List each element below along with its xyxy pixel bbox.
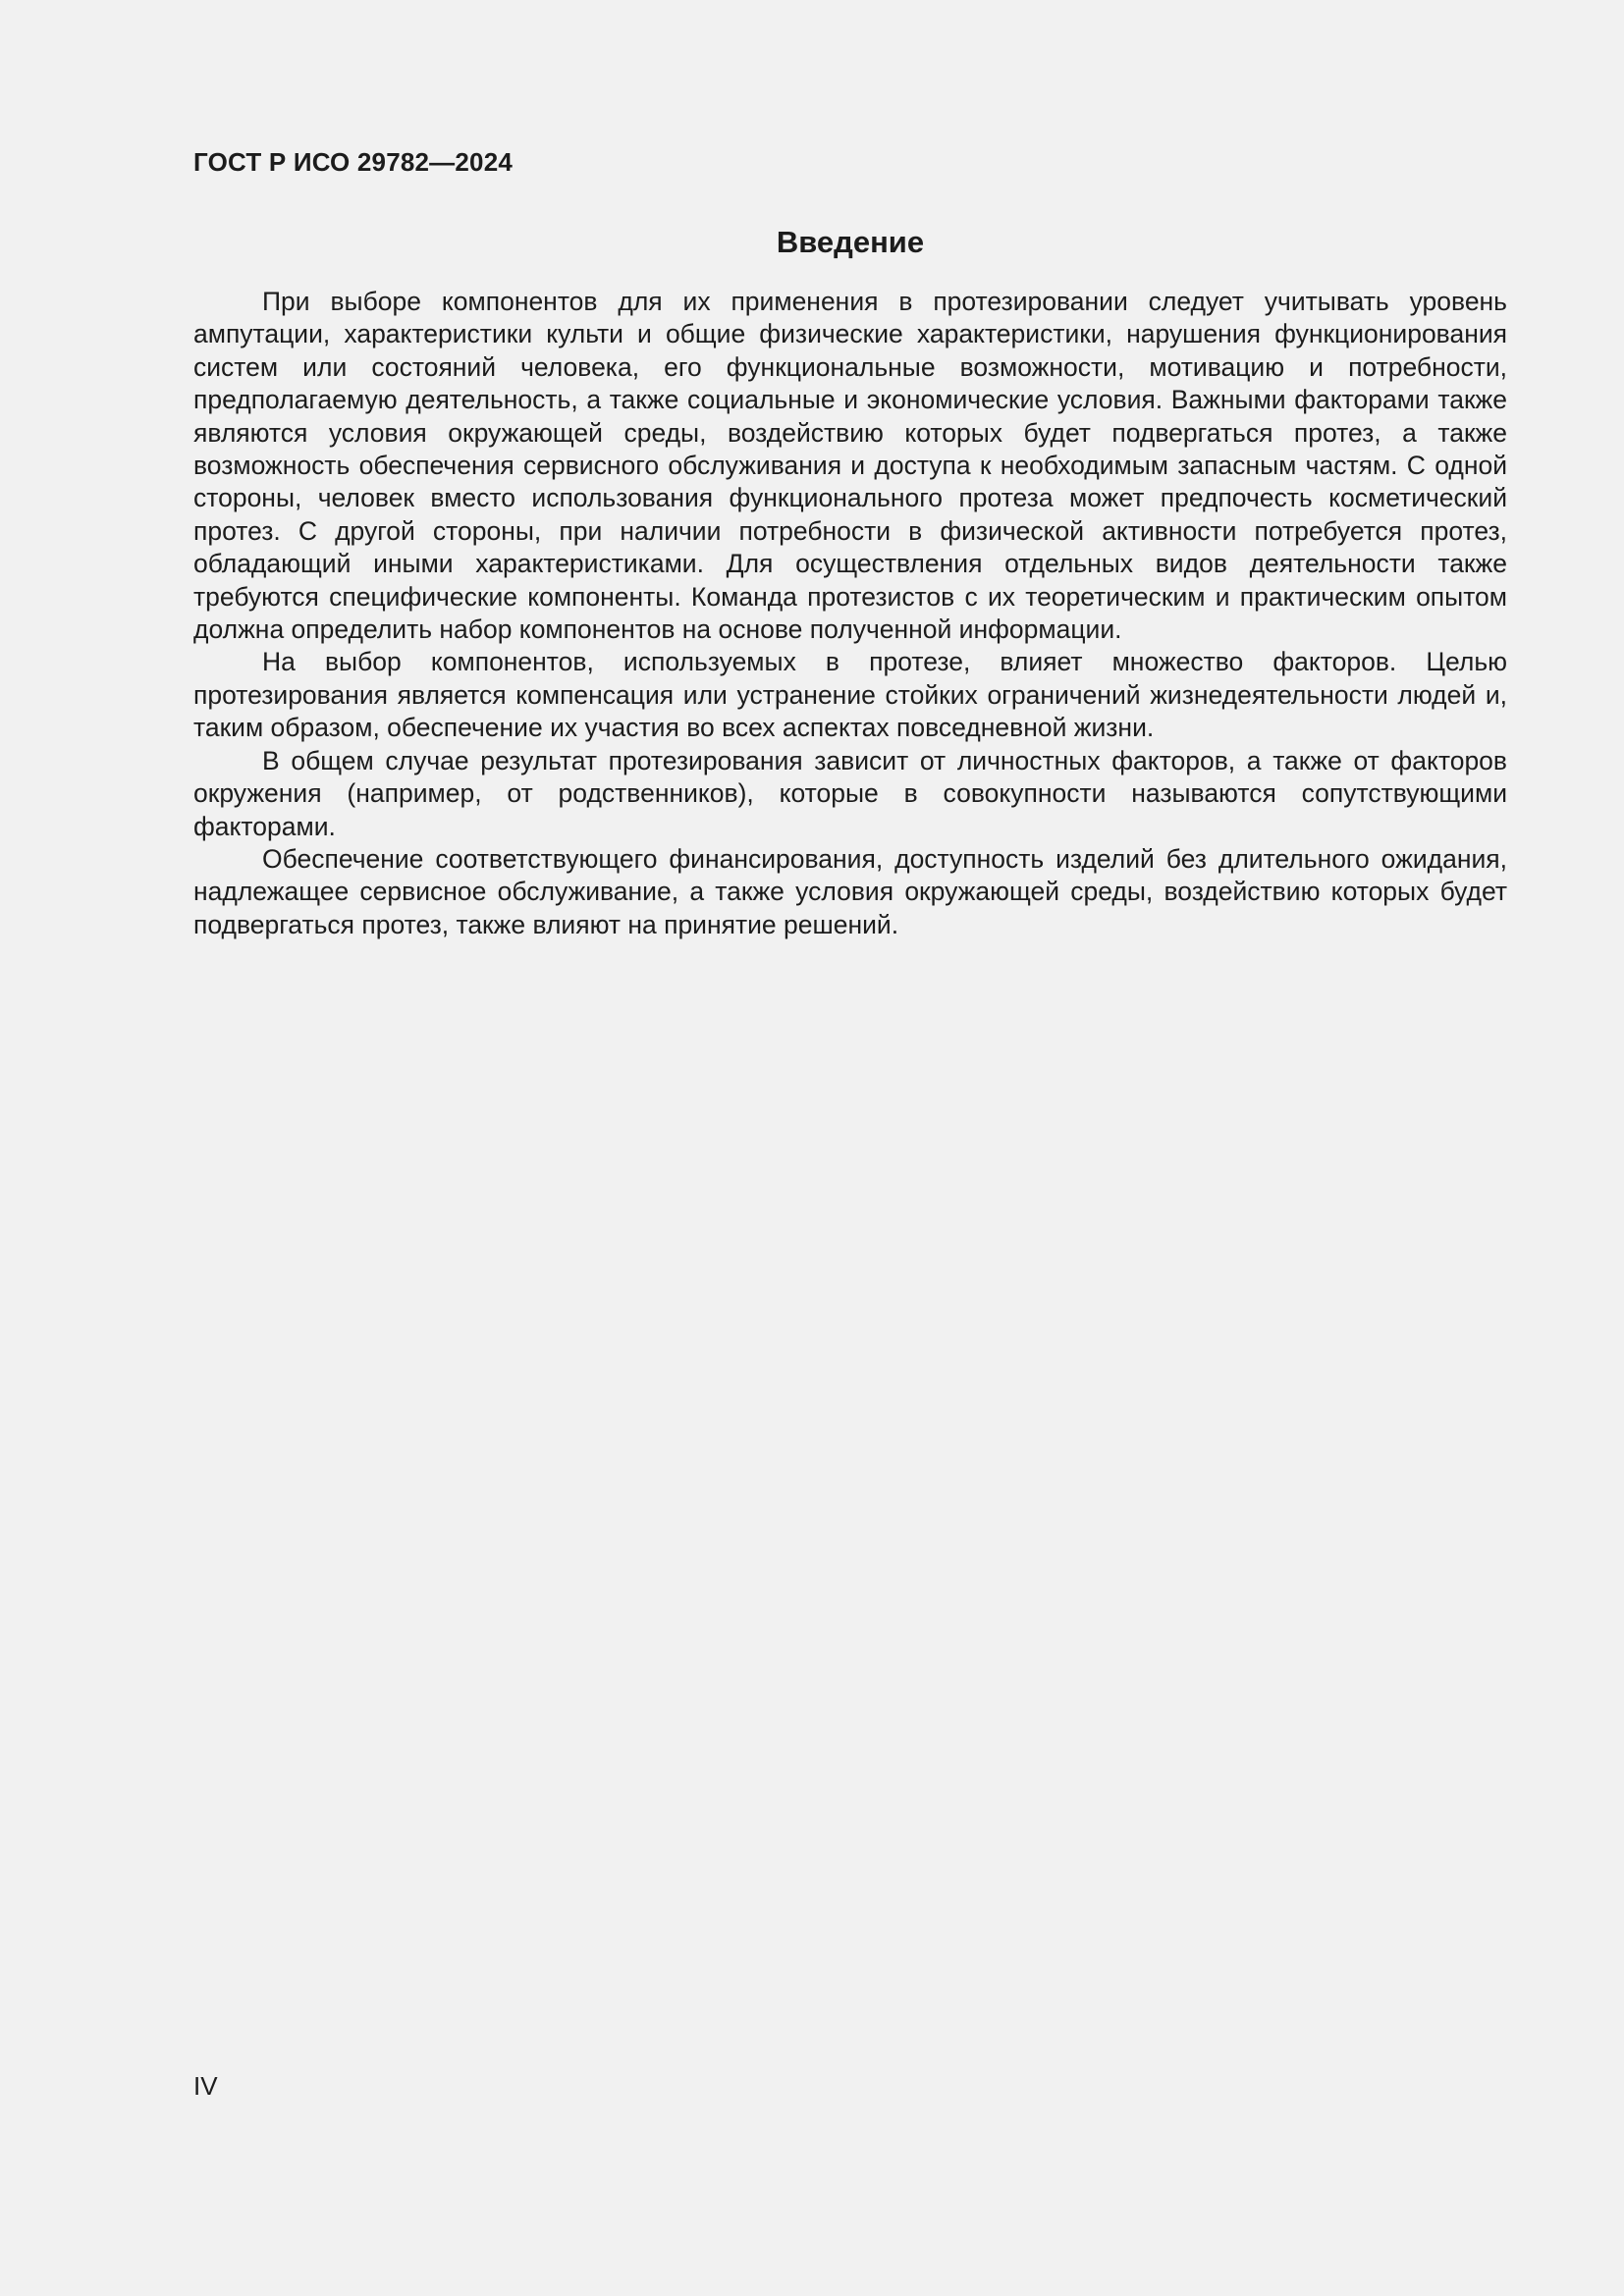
standard-identifier: ГОСТ Р ИСО 29782—2024: [193, 147, 514, 177]
paragraph: При выборе компонентов для их применения в протезировании следует учитывать уровень ампутации, характеристики культи и общие физические характеристики, нарушения функционирования систем или состояний человека, его функциональные возможности, мотивацию и потребности, предполагаемую деятельность, а также социальные и экономические условия. Важными факторами также являются условия окружающей среды, воздействию которых будет подвергаться протез, а также возможность обеспечения сервисного обслуживания и доступа к необходимым запасным частям. С одной стороны, человек вместо использования функционального протеза может предпочесть косметический протез. С другой стороны, при наличии потребности в физической активности потребуется протез, обладающий иными характеристиками. Для осуществления отдельных видов деятельности также требуются специфические компоненты. Команда протезистов с их теоретическим и практическим опытом должна определить набор компонентов на основе полученной информации.: [193, 287, 1507, 645]
page-number: IV: [193, 2071, 218, 2101]
paragraph: Обеспечение соответствующего финансирования, доступность изделий без длительного ожидания, надлежащее сервисное обслуживание, а также условия окружающей среды, воздействию которых будет подвергаться протез, также влияют на принятие решений.: [193, 843, 1507, 939]
section-title: Введение: [776, 225, 925, 259]
introduction-text: [193, 286, 1507, 941]
paragraph: В общем случае результат протезирования зависит от личностных факторов, а также от факторов окружения (например, от родственников), которые в совокупности называются сопутствующими факторами.: [193, 745, 1507, 841]
paragraph: На выбор компонентов, используемых в протезе, влияет множество факторов. Целью протезирования является компенсация или устранение стойких ограничений жизнедеятельности людей и, таким образом, обеспечение их участия во всех аспектах повседневной жизни.: [193, 647, 1507, 743]
